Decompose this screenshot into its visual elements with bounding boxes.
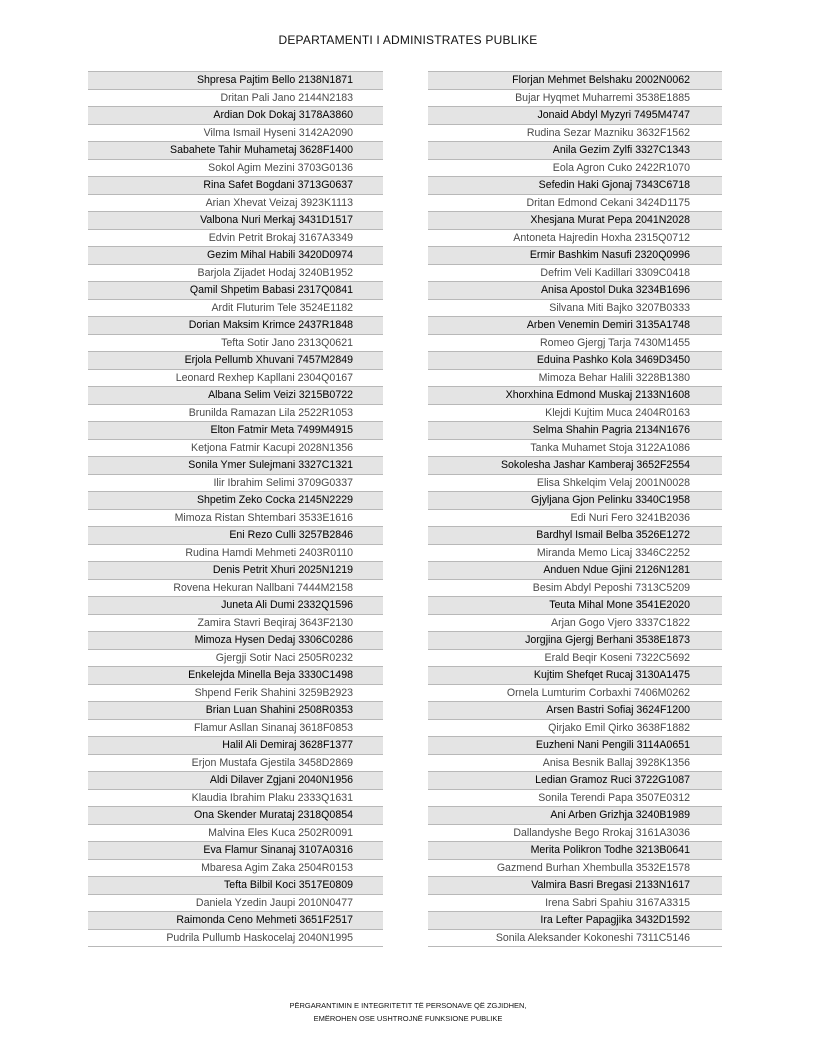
name-row: Flamur Asllan Sinanaj 3618F0853 xyxy=(88,720,383,738)
name-row: Merita Polikron Todhe 3213B0641 xyxy=(428,842,722,860)
name-row: Bardhyl Ismail Belba 3526E1272 xyxy=(428,527,722,545)
name-row: Sokolesha Jashar Kamberaj 3652F2554 xyxy=(428,457,722,475)
name-row: Anduen Ndue Gjini 2126N1281 xyxy=(428,562,722,580)
name-row: Ornela Lumturim Corbaxhi 7406M0262 xyxy=(428,685,722,703)
name-row: Eva Flamur Sinanaj 3107A0316 xyxy=(88,842,383,860)
name-row: Halil Ali Demiraj 3628F1377 xyxy=(88,737,383,755)
name-row: Sonila Terendi Papa 3507E0312 xyxy=(428,790,722,808)
name-row: Raimonda Ceno Mehmeti 3651F2517 xyxy=(88,912,383,930)
name-row: Juneta Ali Dumi 2332Q1596 xyxy=(88,597,383,615)
name-row: Rina Safet Bogdani 3713G0637 xyxy=(88,177,383,195)
name-row: Arben Venemin Demiri 3135A1748 xyxy=(428,317,722,335)
name-row: Denis Petrit Xhuri 2025N1219 xyxy=(88,562,383,580)
name-row: Antoneta Hajredin Hoxha 2315Q0712 xyxy=(428,230,722,248)
name-row: Albana Selim Veizi 3215B0722 xyxy=(88,387,383,405)
name-row: Jonaid Abdyl Myzyri 7495M4747 xyxy=(428,107,722,125)
name-row: Sonila Ymer Sulejmani 3327C1321 xyxy=(88,457,383,475)
name-row: Jorgjina Gjergj Berhani 3538E1873 xyxy=(428,632,722,650)
name-row: Xhorxhina Edmond Muskaj 2133N1608 xyxy=(428,387,722,405)
name-row: Kujtim Shefqet Rucaj 3130A1475 xyxy=(428,667,722,685)
name-row: Rudina Sezar Mazniku 3632F1562 xyxy=(428,125,722,143)
name-row: Enkelejda Minella Beja 3330C1498 xyxy=(88,667,383,685)
name-row: Florjan Mehmet Belshaku 2002N0062 xyxy=(428,72,722,90)
name-row: Rudina Hamdi Mehmeti 2403R0110 xyxy=(88,545,383,563)
name-row: Besim Abdyl Peposhi 7313C5209 xyxy=(428,580,722,598)
name-row: Ira Lefter Papagjika 3432D1592 xyxy=(428,912,722,930)
name-row: Dallandyshe Bego Rrokaj 3161A3036 xyxy=(428,825,722,843)
name-row: Anila Gezim Zylfi 3327C1343 xyxy=(428,142,722,160)
name-row: Sokol Agim Mezini 3703G0136 xyxy=(88,160,383,178)
name-row: Mimoza Ristan Shtembari 3533E1616 xyxy=(88,510,383,528)
name-row: Ardit Fluturim Tele 3524E1182 xyxy=(88,300,383,318)
name-row: Gezim Mihal Habili 3420D0974 xyxy=(88,247,383,265)
name-row: Daniela Yzedin Jaupi 2010N0477 xyxy=(88,895,383,913)
name-row: Selma Shahin Pagria 2134N1676 xyxy=(428,422,722,440)
name-row: Shpetim Zeko Cocka 2145N2229 xyxy=(88,492,383,510)
name-row: Malvina Eles Kuca 2502R0091 xyxy=(88,825,383,843)
name-row: Valmira Basri Bregasi 2133N1617 xyxy=(428,877,722,895)
name-row: Ona Skender Murataj 2318Q0854 xyxy=(88,807,383,825)
name-row: Dorian Maksim Krimce 2437R1848 xyxy=(88,317,383,335)
name-row: Ilir Ibrahim Selimi 3709G0337 xyxy=(88,475,383,493)
name-row: Qamil Shpetim Babasi 2317Q0841 xyxy=(88,282,383,300)
right-name-column xyxy=(428,71,722,947)
name-row: Ledian Gramoz Ruci 3722G1087 xyxy=(428,772,722,790)
footer-line-1: PËRGARANTIMIN E INTEGRITETIT TË PERSONAVE QË ZGJIDHEN, xyxy=(289,1001,527,1010)
name-row: Irena Sabri Spahiu 3167A3315 xyxy=(428,895,722,913)
name-row: Mimoza Behar Halili 3228B1380 xyxy=(428,370,722,388)
name-row: Ani Arben Grizhja 3240B1989 xyxy=(428,807,722,825)
name-row: Dritan Edmond Cekani 3424D1175 xyxy=(428,195,722,213)
footer-line-2: EMËROHEN OSE USHTROJNË FUNKSIONE PUBLIKE xyxy=(313,1014,503,1023)
name-row: Mbaresa Agim Zaka 2504R0153 xyxy=(88,860,383,878)
name-row: Ardian Dok Dokaj 3178A3860 xyxy=(88,107,383,125)
name-row: Aldi Dilaver Zgjani 2040N1956 xyxy=(88,772,383,790)
name-row: Sefedin Haki Gjonaj 7343C6718 xyxy=(428,177,722,195)
name-row: Mimoza Hysen Dedaj 3306C0286 xyxy=(88,632,383,650)
name-row: Sabahete Tahir Muhametaj 3628F1400 xyxy=(88,142,383,160)
name-row: Barjola Zijadet Hodaj 3240B1952 xyxy=(88,265,383,283)
name-row: Brian Luan Shahini 2508R0353 xyxy=(88,702,383,720)
name-row: Ermir Bashkim Nasufi 2320Q0996 xyxy=(428,247,722,265)
name-row: Arian Xhevat Veizaj 3923K1113 xyxy=(88,195,383,213)
name-row: Tefta Sotir Jano 2313Q0621 xyxy=(88,335,383,353)
name-row: Xhesjana Murat Pepa 2041N2028 xyxy=(428,212,722,230)
name-row: Eni Rezo Culli 3257B2846 xyxy=(88,527,383,545)
name-row: Elisa Shkelqim Velaj 2001N0028 xyxy=(428,475,722,493)
name-row: Sonila Aleksander Kokoneshi 7311C5146 xyxy=(428,930,722,948)
name-row: Arsen Bastri Sofiaj 3624F1200 xyxy=(428,702,722,720)
name-row: Tefta Bilbil Koci 3517E0809 xyxy=(88,877,383,895)
name-row: Vilma Ismail Hyseni 3142A2090 xyxy=(88,125,383,143)
name-row: Defrim Veli Kadillari 3309C0418 xyxy=(428,265,722,283)
left-name-column xyxy=(88,71,383,947)
name-row: Romeo Gjergj Tarja 7430M1455 xyxy=(428,335,722,353)
name-row: Tanka Muhamet Stoja 3122A1086 xyxy=(428,440,722,458)
name-row: Klaudia Ibrahim Plaku 2333Q1631 xyxy=(88,790,383,808)
name-row: Teuta Mihal Mone 3541E2020 xyxy=(428,597,722,615)
footer xyxy=(0,999,816,1025)
name-row: Edi Nuri Fero 3241B2036 xyxy=(428,510,722,528)
name-row: Bujar Hyqmet Muharremi 3538E1885 xyxy=(428,90,722,108)
name-row: Miranda Memo Licaj 3346C2252 xyxy=(428,545,722,563)
name-row: Eola Agron Cuko 2422R1070 xyxy=(428,160,722,178)
name-row: Pudrila Pullumb Haskocelaj 2040N1995 xyxy=(88,930,383,948)
name-row: Klejdi Kujtim Muca 2404R0163 xyxy=(428,405,722,423)
name-row: Dritan Pali Jano 2144N2183 xyxy=(88,90,383,108)
name-row: Rovena Hekuran Nallbani 7444M2158 xyxy=(88,580,383,598)
name-row: Erjola Pellumb Xhuvani 7457M2849 xyxy=(88,352,383,370)
name-row: Silvana Miti Bajko 3207B0333 xyxy=(428,300,722,318)
name-row: Ketjona Fatmir Kacupi 2028N1356 xyxy=(88,440,383,458)
name-row: Arjan Gogo Vjero 3337C1822 xyxy=(428,615,722,633)
name-row: Erjon Mustafa Gjestila 3458D2869 xyxy=(88,755,383,773)
name-row: Anisa Besnik Ballaj 3928K1356 xyxy=(428,755,722,773)
name-row: Gjyljana Gjon Pelinku 3340C1958 xyxy=(428,492,722,510)
name-row: Gjergji Sotir Naci 2505R0232 xyxy=(88,650,383,668)
name-row: Valbona Nuri Merkaj 3431D1517 xyxy=(88,212,383,230)
name-row: Anisa Apostol Duka 3234B1696 xyxy=(428,282,722,300)
name-row: Leonard Rexhep Kapllani 2304Q0167 xyxy=(88,370,383,388)
name-row: Shpresa Pajtim Bello 2138N1871 xyxy=(88,72,383,90)
name-row: Erald Beqir Koseni 7322C5692 xyxy=(428,650,722,668)
name-row: Brunilda Ramazan Lila 2522R1053 xyxy=(88,405,383,423)
name-row: Elton Fatmir Meta 7499M4915 xyxy=(88,422,383,440)
name-row: Gazmend Burhan Xhembulla 3532E1578 xyxy=(428,860,722,878)
name-row: Euzheni Nani Pengili 3114A0651 xyxy=(428,737,722,755)
name-row: Shpend Ferik Shahini 3259B2923 xyxy=(88,685,383,703)
name-row: Eduina Pashko Kola 3469D3450 xyxy=(428,352,722,370)
name-row: Qirjako Emil Qirko 3638F1882 xyxy=(428,720,722,738)
name-row: Edvin Petrit Brokaj 3167A3349 xyxy=(88,230,383,248)
name-row: Zamira Stavri Beqiraj 3643F2130 xyxy=(88,615,383,633)
page-title: DEPARTAMENTI I ADMINISTRATES PUBLIKE xyxy=(278,33,538,47)
